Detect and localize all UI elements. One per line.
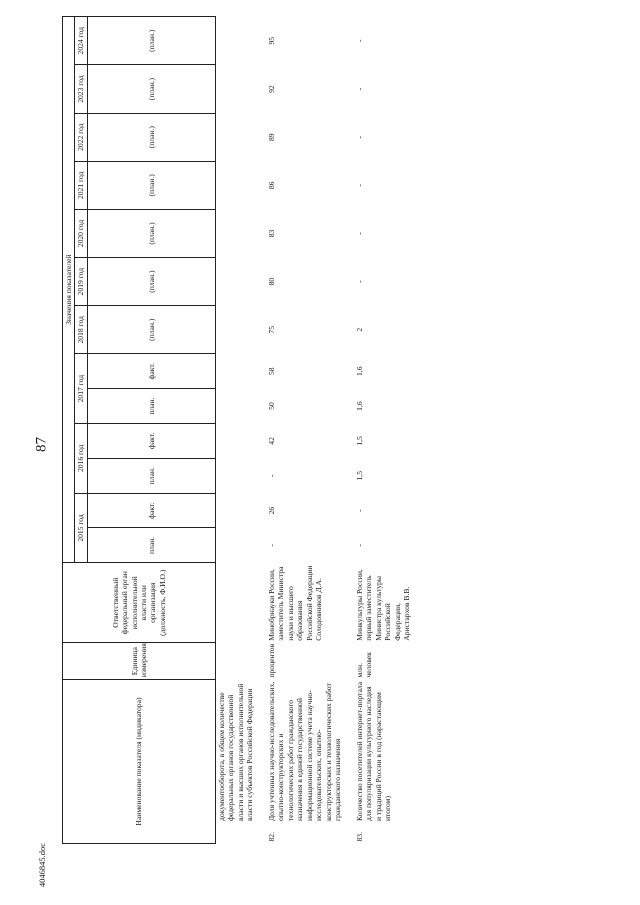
row-83-2017-fact: 1,6	[354, 366, 364, 376]
row-83-2021: -	[354, 184, 364, 187]
header-plan-2020: (план.)	[87, 209, 215, 257]
header-plan-2022: (план.)	[87, 113, 215, 161]
row-83-number: 83.	[354, 832, 364, 842]
row-83-2015-plan: -	[354, 544, 364, 547]
row-83-2023: -	[354, 87, 364, 91]
row-82-responsible: Минобрнауки России, заместитель Министра науки и высшего образования Российской Федерации Солодовников Д.А.	[266, 565, 324, 641]
header-plan-2016: план.	[87, 458, 215, 493]
row-82-2020: 83	[266, 229, 276, 238]
row-82-2019: 80	[266, 277, 276, 286]
row-83-2016-plan: 1,5	[354, 470, 364, 481]
row-82-name: Доля учтенных научно-исследовательских, опытно-конструкторских и технологических работ гражданского назначения в единой государственной информационной системе учета научно-исследовательских, опытно-конструкторских и технологических работ гражданского назначения	[266, 681, 343, 822]
header-year-2016: 2016 год	[75, 423, 87, 493]
header-responsible: Ответственный федеральный орган исполнительной власти или организация (должность, Ф.И.О.)	[63, 563, 216, 643]
row-82-2023: 92	[266, 85, 276, 93]
row-82-2017-plan: 50	[266, 402, 276, 410]
header-plan-2018: (план.)	[87, 306, 215, 354]
row-83-responsible: Минкультуры России, первый заместитель Министра культуры Российской Федерации, Аристархов В.В.	[354, 569, 412, 641]
header-plan-2023: (план.)	[87, 65, 215, 113]
header-plan-2015: план.	[87, 528, 215, 563]
row-82-2015-fact: 26	[266, 506, 276, 515]
row-83-2017-plan: 1,6	[354, 401, 364, 411]
header-plan-2019: (план.)	[87, 258, 215, 306]
row-83-2018: 2	[354, 327, 364, 332]
row-82-2016-plan: -	[266, 474, 276, 477]
header-year-2023: 2023 год	[75, 65, 87, 113]
row-83-2022: -	[354, 135, 364, 139]
table-row-83	[354, 17, 413, 844]
header-plan-2021: (план.)	[87, 161, 215, 209]
header-year-2015: 2015 год	[75, 493, 87, 563]
header-year-2019: 2019 год	[75, 258, 87, 306]
row-82-2016-fact: 42	[266, 437, 276, 445]
header-fact-2015: факт.	[87, 493, 215, 528]
row-82-2024: 95	[266, 36, 276, 45]
row-82-2022: 89	[266, 133, 276, 141]
row-82-2015-plan: -	[266, 544, 276, 547]
row-82-unit: процентов	[266, 643, 276, 678]
rotated-table-area	[62, 16, 572, 844]
header-year-2018: 2018 год	[75, 306, 87, 354]
table-row-continuation	[215, 17, 255, 844]
header-year-2024: 2024 год	[75, 17, 87, 65]
header-plan-2017: план.	[87, 389, 215, 424]
document-filename: 4046845.doc	[37, 842, 47, 888]
header-year-2021: 2021 год	[75, 161, 87, 209]
table-row-82	[266, 17, 344, 844]
row-83-2020: -	[354, 232, 364, 235]
row-83-2024: -	[354, 39, 364, 43]
header-plan-2024: (план.)	[87, 17, 215, 65]
row-82-2021: 86	[266, 181, 276, 190]
header-year-2020: 2020 год	[75, 209, 87, 257]
header-fact-2016: факт.	[87, 423, 215, 458]
row-82-number: 82.	[266, 832, 276, 842]
row-83-name: Количество посетителей интернет-портала для популяризации культурного наследия и традиций России в год (нарастающим итогом)	[354, 681, 393, 822]
row-83-2016-fact: 1,5	[354, 436, 364, 446]
row-83-unit: млн. человек	[354, 652, 374, 678]
header-unit: Единица измерения	[63, 643, 216, 680]
row-82-2018: 75	[266, 325, 276, 334]
row-82-2017-fact: 58	[266, 367, 276, 376]
indicators-table	[62, 16, 413, 844]
header-name: Наименование показателя (индикатора)	[63, 680, 216, 844]
row-83-2019: -	[354, 280, 364, 283]
header-values-group: Значения показателей	[63, 17, 75, 563]
row-83-2015-fact: -	[354, 509, 364, 512]
header-year-2017: 2017 год	[75, 354, 87, 424]
continuation-name: документооборота, в общем количестве федеральных органов государственной власти и высших органов исполнительной власти субъектов Российской Федерации	[216, 683, 255, 822]
page-number: 87	[33, 437, 50, 452]
header-fact-2017: факт.	[87, 354, 215, 389]
header-year-2022: 2022 год	[75, 113, 87, 161]
